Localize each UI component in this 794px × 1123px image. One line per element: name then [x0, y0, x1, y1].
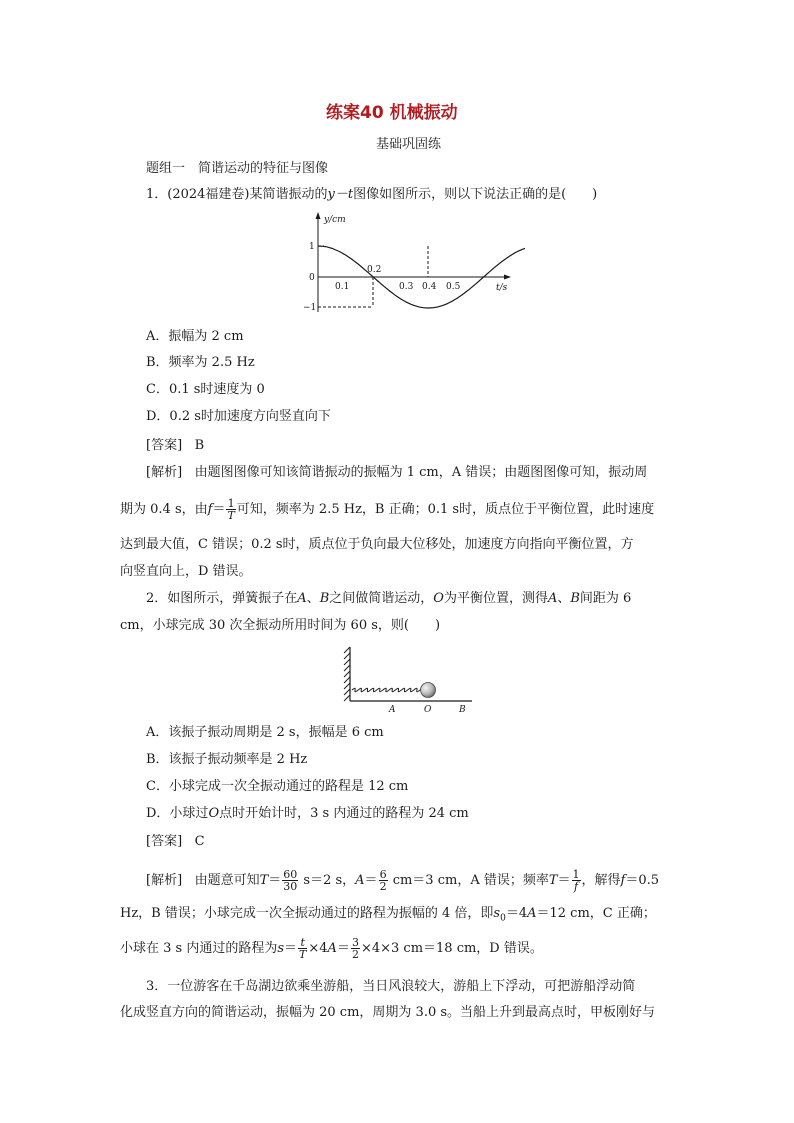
- analysis-text: 可知，频率为 2.5 Hz，B 正确；0.1 s时，质点位于平衡位置，此时速度: [236, 502, 655, 517]
- spring: [352, 688, 421, 691]
- fraction: [282, 869, 298, 892]
- analysis-text: 小球在 3 s 内通过的路程为: [120, 941, 278, 956]
- q1-analysis-line-1: [146, 464, 647, 482]
- math-var: s: [277, 941, 285, 956]
- q2-analysis-line-2: [120, 905, 656, 928]
- math-var: T: [548, 873, 558, 888]
- math-var: A: [327, 941, 337, 956]
- math-op: ＝: [336, 941, 350, 956]
- answer-value: B: [194, 438, 205, 453]
- q2-analysis-line-1: [146, 869, 659, 892]
- x-tick-label: 0.5: [446, 282, 461, 292]
- q1-stem-part: 1．(2024福建卷)某简谐振动的: [146, 187, 328, 202]
- math-var: O: [208, 806, 220, 821]
- analysis-text: ×4×3 cm＝18 cm，D 错误。: [360, 941, 543, 956]
- analysis-text: ，解得: [581, 873, 621, 888]
- math-var: s: [493, 906, 501, 921]
- analysis-tag: [解析]: [146, 873, 183, 888]
- x-axis-label: t/s: [496, 283, 508, 293]
- point-label-b: B: [459, 705, 466, 715]
- q1-option-d: D．0.2 s时加速度方向竖直向下: [146, 409, 331, 424]
- math-var: A: [547, 591, 558, 606]
- analysis-text: Hz，B 错误；小球完成一次全振动通过的路程为振幅的 4 倍，即: [120, 906, 494, 921]
- fraction: [379, 869, 388, 892]
- question-1-stem: [146, 186, 597, 204]
- q1-option-b: B．频率为 2.5 Hz: [146, 355, 255, 370]
- math-var: T: [259, 873, 269, 888]
- y-axis-arrow: [316, 212, 321, 219]
- q2-text: 、: [557, 591, 571, 606]
- math-var: A: [527, 906, 537, 921]
- point-label-a: A: [389, 705, 396, 715]
- fraction: [298, 937, 307, 960]
- x-tick-label: 0.4: [422, 282, 437, 292]
- question-2-stem-line-1: [146, 590, 631, 608]
- answer-tag: [答案]: [146, 438, 183, 453]
- ball: [421, 683, 436, 698]
- answer-tag: [答案]: [146, 834, 183, 849]
- point-label-o: O: [424, 705, 432, 715]
- analysis-text: 由题意可知: [194, 873, 260, 888]
- vibration-graph: [300, 210, 525, 318]
- fraction: [351, 937, 360, 960]
- q1-option-c: C．0.1 s时速度为 0: [146, 382, 265, 397]
- y-tick-label: −1: [303, 303, 317, 313]
- fraction-numerator: 6: [379, 868, 387, 881]
- q2-text: 之间做简谐运动，: [329, 591, 434, 606]
- analysis-text: s＝2 s，: [303, 873, 356, 888]
- fraction-denominator: 2: [379, 880, 387, 893]
- analysis-text: ＝0.5: [625, 873, 660, 888]
- math-subscript: 0: [500, 913, 506, 924]
- q2-text: 间距为 6: [579, 591, 632, 606]
- math-var: B: [319, 591, 330, 606]
- x-tick-label: 0.1: [335, 282, 350, 292]
- answer-value: C: [194, 834, 205, 849]
- q1-stem-part: 图像如图所示，则以下说法正确的是( ): [353, 187, 598, 202]
- y-tick-label: 1: [309, 242, 315, 252]
- math-var: f: [207, 502, 213, 517]
- fraction-denominator: 2: [351, 948, 359, 961]
- q2-option-d: [146, 805, 469, 823]
- x-tick-label: 0.2: [367, 265, 382, 275]
- analysis-text: ＝12 cm，C 正确；: [536, 906, 656, 921]
- analysis-text: 期为 0.4 s，由: [120, 502, 208, 517]
- q1-option-a: A．振幅为 2 cm: [146, 329, 244, 344]
- question-2-stem-line-2: cm，小球完成 30 次全振动所用时间为 60 s，则( ): [120, 618, 441, 633]
- analysis-text: ＝4: [505, 906, 528, 921]
- option-text: D．小球过: [146, 806, 209, 821]
- question-3-line-2: 化成竖直方向的简谐运动，振幅为 20 cm，周期为 3.0 s。当船上升到最高点时，甲板刚好与: [120, 1005, 656, 1020]
- group-heading: 题组一 简谐运动的特征与图像: [146, 161, 329, 176]
- y-axis-label: y/cm: [324, 215, 346, 225]
- x-tick-label: 0.3: [399, 282, 414, 292]
- spring-oscillator-figure: [342, 645, 478, 717]
- q2-option-c: C．小球完成一次全振动通过的路程是 12 cm: [146, 779, 409, 794]
- analysis-text: cm＝3 cm，A 错误；频率: [392, 873, 549, 888]
- fraction-numerator: 1: [572, 868, 580, 881]
- fraction-denominator: T: [227, 509, 235, 522]
- page-title: 练案40 机械振动: [326, 103, 458, 123]
- math-op: ＝: [557, 873, 571, 888]
- wall-hatching: [344, 647, 350, 701]
- q1-analysis-line-2: [120, 498, 654, 521]
- math-var: B: [570, 591, 580, 606]
- analysis-text: 由题图图像可知该简谐振动的振幅为 1 cm，A 错误；由题图图像可知，振动周: [194, 465, 648, 480]
- math-var: O: [433, 591, 444, 606]
- q1-analysis-line-3: 达到最大值，C 错误；0.2 s时，质点位于负向最大位移处，加速度方向指向平衡位置，方: [120, 537, 634, 552]
- fraction-denominator: 30: [283, 880, 298, 893]
- q1-stem-variable: y－t: [327, 187, 354, 202]
- q1-answer: [146, 437, 204, 455]
- q2-text: 2．如图所示，弹簧振子在: [146, 591, 298, 606]
- q2-option-b: B．该振子振动频率是 2 Hz: [146, 752, 308, 767]
- fraction-denominator: f: [573, 880, 579, 893]
- y-tick-label: 0: [309, 273, 315, 283]
- q2-answer: [146, 833, 205, 851]
- option-text: 点时开始计时，3 s 内通过的路程为 24 cm: [219, 806, 469, 821]
- math-var: A: [297, 591, 307, 606]
- analysis-text: ×4: [308, 941, 328, 956]
- q2-text: 为平衡位置，测得: [443, 591, 548, 606]
- fraction: [226, 498, 235, 521]
- math-var: A: [355, 873, 365, 888]
- fraction: [572, 869, 581, 892]
- math-op: ＝: [268, 873, 282, 888]
- fraction-numerator: 60: [283, 868, 298, 881]
- x-axis-arrow: [504, 275, 511, 280]
- section-subtitle: 基础巩固练: [376, 137, 442, 152]
- math-op: ＝: [364, 873, 378, 888]
- fraction-numerator: 1: [227, 497, 235, 510]
- q2-text: 、: [306, 591, 320, 606]
- fraction-numerator: 3: [351, 936, 359, 949]
- question-3-line-1: 3．一位游客在千岛湖边欲乘坐游船，当日风浪较大，游船上下浮动，可把游船浮动简: [146, 979, 636, 994]
- fraction-numerator: t: [298, 937, 307, 949]
- math-op: ＝: [212, 502, 226, 517]
- analysis-tag: [解析]: [146, 465, 183, 480]
- math-op: ＝: [284, 941, 298, 956]
- q1-analysis-line-4: 向竖直向上，D 错误。: [120, 564, 252, 579]
- math-var: f: [620, 873, 626, 888]
- fraction-denominator: T: [299, 948, 307, 961]
- q2-analysis-line-3: [120, 937, 543, 960]
- q2-option-a: A．该振子振动周期是 2 s，振幅是 6 cm: [146, 725, 384, 740]
